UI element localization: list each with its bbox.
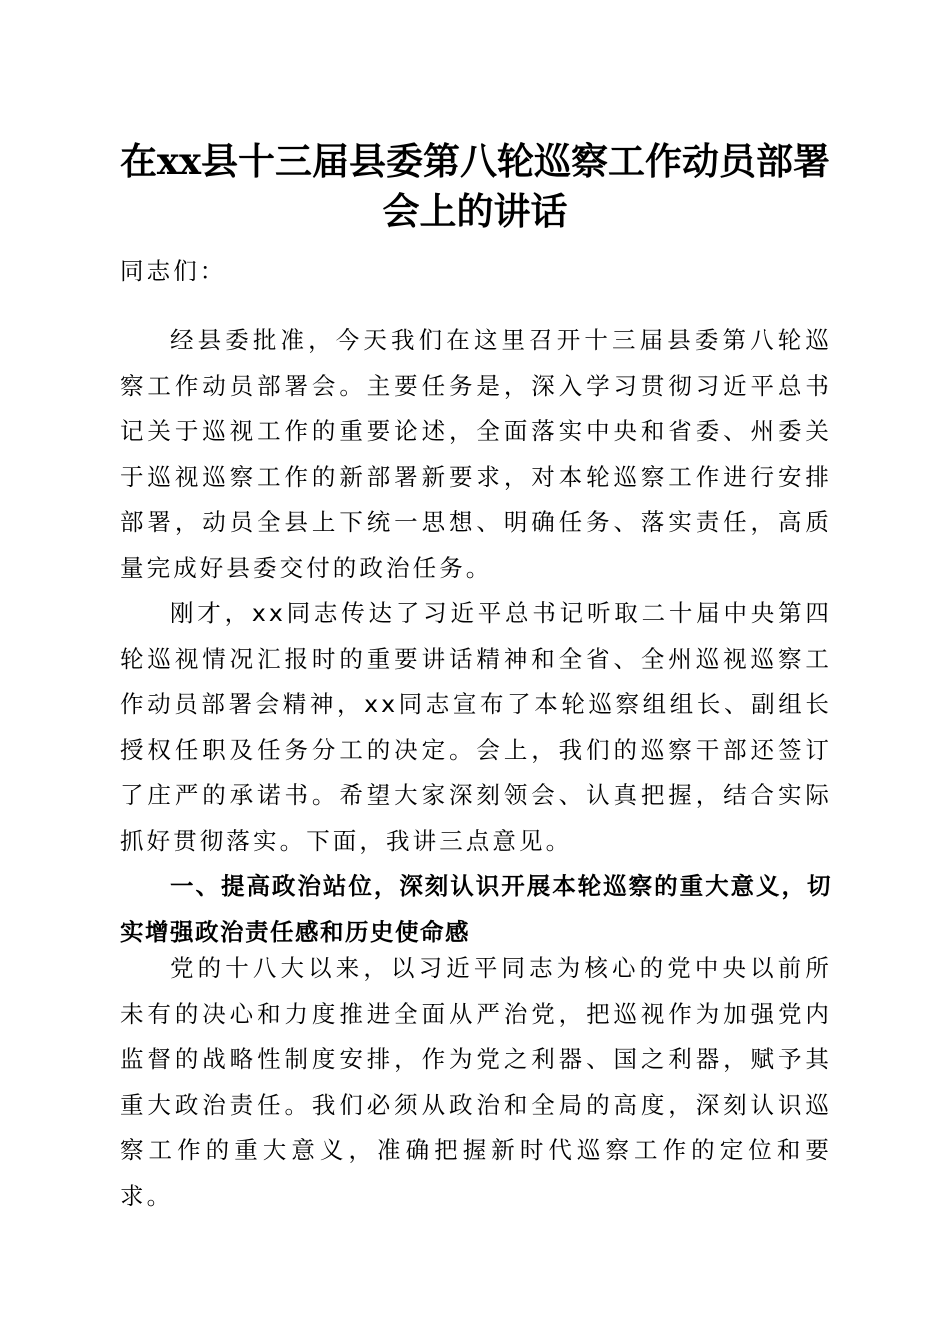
section-heading-1: 一、提高政治站位，深刻认识开展本轮巡察的重大意义，切实增强政治责任感和历史使命感 — [120, 872, 832, 946]
salutation: 同志们： — [120, 257, 227, 285]
document-title-line-2: 会上的讲话 — [382, 189, 568, 233]
paragraph-opening: 经县委批准，今天我们在这里召开十三届县委第八轮巡察工作动员部署会。主要任务是，深入学习贯彻习近平总书记关于巡视工作的重要论述，全面落实中央和省委、州委关于巡视巡察工作的新部署新要求，对本轮巡察工作进行安排部署，动员全县上下统一思想、明确任务、落实责任，高质量完成好县委交付的政治任务。 — [120, 326, 832, 582]
section-1-paragraph: 党的十八大以来，以习近平同志为核心的党中央以前所未有的决心和力度推进全面从严治党，把巡视作为加强党内监督的战略性制度安排，作为党之利器、国之利器，赋予其重大政治责任。我们必须从政治和全局的高度，深刻认识巡察工作的重大意义，准确把握新时代巡察工作的定位和要求。 — [120, 954, 832, 1210]
document-title-line-1: 在xx县十三届县委第八轮巡察工作动员部署 — [119, 139, 831, 183]
paragraph-review: 刚才，xx同志传达了习近平总书记听取二十届中央第四轮巡视情况汇报时的重要讲话精神和全省、全州巡视巡察工作动员部署会精神，xx同志宣布了本轮巡察组组长、副组长授权任职及任务分工的决定。会上，我们的巡察干部还签订了庄严的承诺书。希望大家深刻领会、认真把握，结合实际抓好贯彻落实。下面，我讲三点意见。 — [120, 599, 832, 855]
